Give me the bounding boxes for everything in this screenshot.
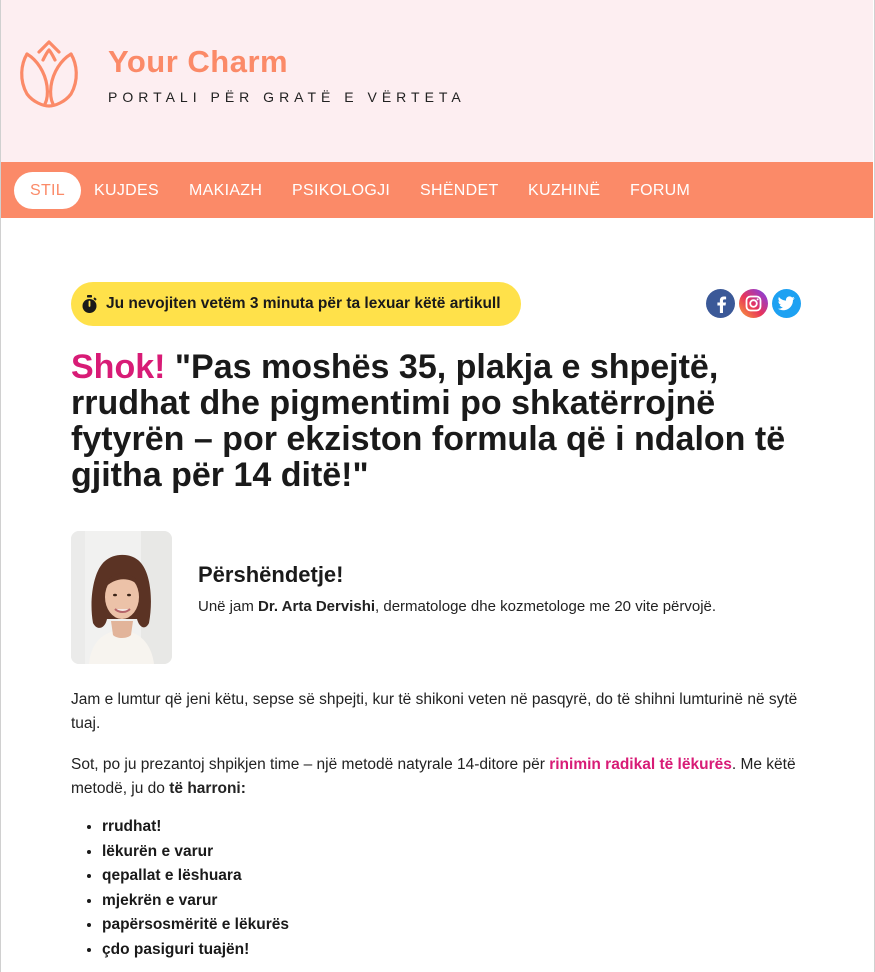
method-highlight-link[interactable]: rinimin radikal të lëkurës [549,756,732,773]
instagram-icon[interactable] [739,289,768,318]
author-photo [71,531,172,664]
method-text-mid: . Me këtë metodë, ju do [71,756,796,797]
list-item: • çdo pasiguri tuajën! [102,938,289,963]
author-intro-prefix: Unë jam [198,598,259,615]
nav-item-stil[interactable]: STIL [14,172,81,209]
list-item: • lëkurën e varur [102,840,289,865]
social-links [706,289,801,318]
main-nav [1,162,873,218]
paragraph-intro: Jam e lumtur që jeni këtu, sepse së shpejti, kur të shikoni veten në pasqyrë, do të shihni lumturinë në sytë tuaj. [71,691,798,732]
paragraph-method [71,753,806,801]
method-text-bold: të harroni: [169,780,246,797]
nav-item-forum[interactable]: FORUM [630,182,691,199]
tulip-logo-icon[interactable] [13,38,85,110]
nav-item-makiazh[interactable]: MAKIAZH [189,182,263,199]
read-time-badge [71,282,521,326]
brand-tagline: PORTALI PËR GRATË E VËRTETA [108,89,466,105]
article-headline [71,349,791,493]
stopwatch-icon [81,295,98,314]
twitter-icon[interactable] [772,289,801,318]
site-header [1,0,873,162]
nav-item-shendet[interactable]: SHËNDET [420,182,499,199]
brand-title[interactable]: Your Charm [108,44,289,79]
author-name: Dr. Arta Dervishi [258,598,376,615]
nav-item-psikologji[interactable]: PSIKOLOGJI [292,182,391,199]
benefits-list [84,815,289,962]
nav-item-kuzhine[interactable]: KUZHINË [528,182,601,199]
author-intro [198,598,798,615]
nav-item-kujdes[interactable]: KUJDES [94,182,159,199]
headline-highlight: Shok! [71,348,166,386]
list-item: • rrudhat! [102,815,289,840]
list-item: • qepallat e lëshuara [102,864,289,889]
facebook-icon[interactable] [706,289,735,318]
author-greeting: Përshëndetje! [198,562,344,587]
author-intro-suffix: , dermatologe dhe kozmetologe me 20 vite përvojë. [375,598,717,615]
read-time-text: Ju nevojiten vetëm 3 minuta për ta lexuar këtë artikull [106,295,501,312]
headline-text: "Pas moshës 35, plakja e shpejtë, rrudhat dhe pigmentimi po shkatërrojnë fytyrën – por ekziston formula që i ndalon të gjitha për 14 ditë!" [71,348,786,494]
list-item: • papërsosmëritë e lëkurës [102,913,289,938]
method-text-start: Sot, po ju prezantoj shpikjen time – një metodë natyrale 14-ditore për [71,756,550,773]
list-item: • mjekrën e varur [102,889,289,914]
